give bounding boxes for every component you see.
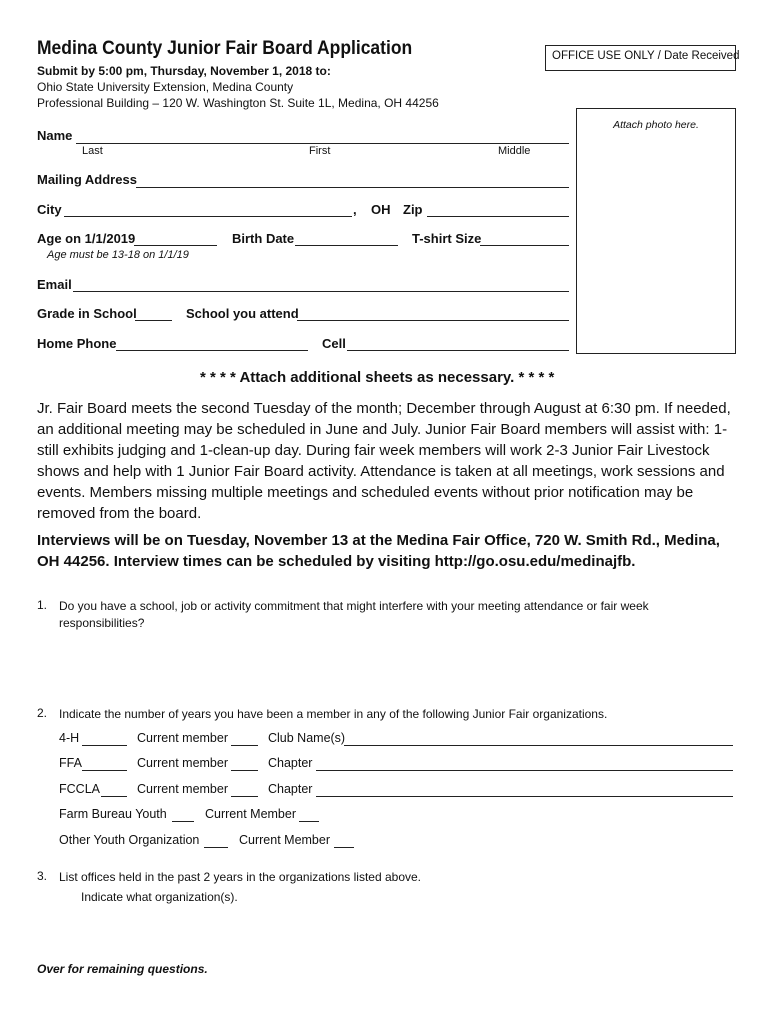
city-comma: , [353,202,357,217]
mailing-address-field[interactable] [136,187,569,188]
name-field[interactable] [76,143,569,144]
grade-label: Grade in School [37,306,137,321]
org-other-current-label: Current Member [239,833,330,847]
name-last-label: Last [82,145,103,157]
tshirt-label: T-shirt Size [412,231,482,246]
tshirt-field[interactable] [480,245,569,246]
question-2-number: 2. [37,706,48,720]
org-other-years-field[interactable] [204,847,228,848]
submit-address-line-2: Professional Building – 120 W. Washington St. Suite 1L, Medina, OH 44256 [37,96,439,110]
page-title: Medina County Junior Fair Board Application [37,38,413,59]
org-ffa-current-field[interactable] [231,770,258,771]
cell-field[interactable] [347,350,569,351]
city-field[interactable] [64,216,352,217]
footer-note: Over for remaining questions. [37,962,208,976]
office-use-box[interactable] [545,45,740,71]
org-4h-club-field[interactable] [344,745,733,746]
city-label: City [37,202,62,217]
question-2-text: Indicate the number of years you have been a member in any of the following Junior Fair organizations. [59,707,608,721]
org-4h-club-label: Club Name(s) [268,731,346,745]
org-fccla-current-label: Current member [137,782,228,796]
org-4h-label: 4-H [59,731,80,745]
meeting-info-paragraph: Jr. Fair Board meets the second Tuesday of the month; December through August at 6:30 pm. If needed, an additional meeting may be scheduled in June and July. Junior Fair Board members will assist with: 1-still exhibits judging and 1-clean-up day. During fair week members will work 2-3 Junior Fair Livestock shows and help with 1 Junior Fair Board activity. Attendance is taken at all meetings, work sessions and events. Members missing multiple meetings and scheduled events without prior notification may be removed from the board. [37,400,731,522]
org-ffa-chapter-label: Chapter [268,756,313,770]
photo-box-label: Attach photo here. [613,119,699,131]
submit-deadline: Submit by 5:00 pm, Thursday, November 1, 2018 to: [37,64,331,78]
photo-box[interactable] [576,108,736,354]
org-other-label: Other Youth Organization [59,833,200,847]
grade-field[interactable] [135,320,172,321]
question-3-subtext: Indicate what organization(s). [81,890,238,904]
age-label: Age on 1/1/2019 [37,231,136,246]
submit-address-line-1: Ohio State University Extension, Medina County [37,80,294,94]
org-fccla-label: FCCLA [59,782,100,796]
question-3-text: List offices held in the past 2 years in the organizations listed above. [59,870,421,884]
zip-label: Zip [403,202,423,217]
interview-info: Interviews will be on Tuesday, November 13 at the Medina Fair Office, 720 W. Smith Rd., Medina, OH 44256. Interview times can be scheduled by visiting http://go.osu.edu/medinajfb. [37,532,720,570]
age-field[interactable] [134,245,217,246]
question-1-answer-area[interactable] [59,634,719,702]
name-middle-label: Middle [498,145,531,157]
cell-label: Cell [322,336,346,351]
question-3-answer-area[interactable] [59,910,719,954]
org-farm-bureau-current-label: Current Member [205,807,296,821]
attach-sheets-note: * * * * Attach additional sheets as necessary. * * * * [200,369,555,386]
org-fccla-current-field[interactable] [231,796,258,797]
question-1-number: 1. [37,598,48,612]
org-ffa-current-label: Current member [137,756,228,770]
org-farm-bureau-current-field[interactable] [299,821,319,822]
home-phone-label: Home Phone [37,336,117,351]
org-4h-current-label: Current member [137,731,228,745]
org-4h-current-field[interactable] [231,745,258,746]
zip-field[interactable] [427,216,569,217]
name-label: Name [37,128,73,143]
home-phone-field[interactable] [116,350,308,351]
org-ffa-years-field[interactable] [82,770,127,771]
org-fccla-chapter-field[interactable] [316,796,733,797]
mailing-address-label: Mailing Address [37,172,137,187]
email-label: Email [37,277,72,292]
org-ffa-label: FFA [59,756,82,770]
question-3-number: 3. [37,869,48,883]
birth-date-label: Birth Date [232,231,295,246]
org-farm-bureau-label: Farm Bureau Youth [59,807,167,821]
email-field[interactable] [73,291,569,292]
age-note: Age must be 13-18 on 1/1/19 [47,249,189,261]
org-farm-bureau-years-field[interactable] [172,821,194,822]
school-field[interactable] [297,320,569,321]
org-ffa-chapter-field[interactable] [316,770,733,771]
org-other-current-field[interactable] [334,847,354,848]
org-4h-years-field[interactable] [82,745,127,746]
state-label: OH [371,202,391,217]
school-label: School you attend [186,306,299,321]
question-1-text: Do you have a school, job or activity commitment that might interfere with your meeting attendance or fair week responsibilities? [59,599,649,630]
name-first-label: First [309,145,331,157]
birth-date-field[interactable] [295,245,398,246]
office-use-label: OFFICE USE ONLY / Date Received [552,50,740,62]
org-fccla-years-field[interactable] [101,796,127,797]
org-fccla-chapter-label: Chapter [268,782,313,796]
